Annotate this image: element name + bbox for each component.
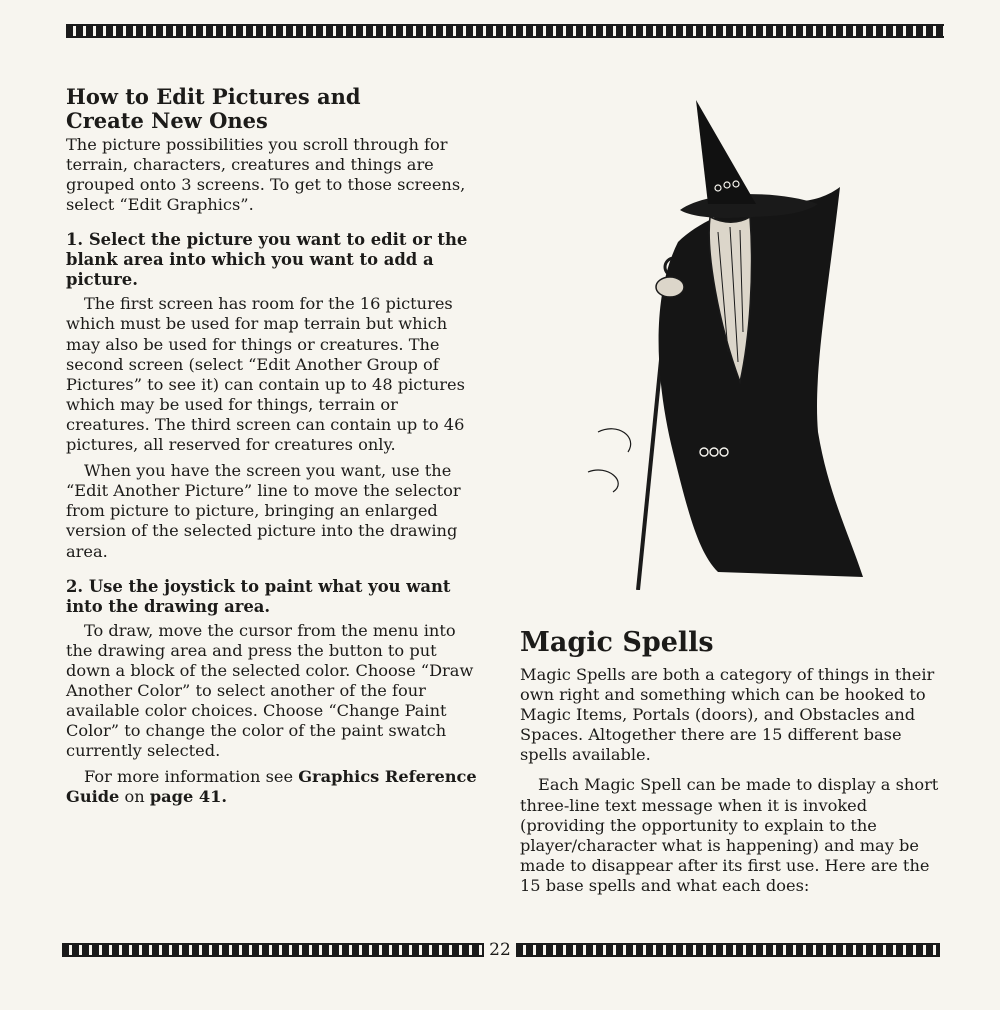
- page-reference: page 41.: [149, 787, 228, 807]
- heading-line-2: Create New Ones: [66, 108, 268, 133]
- step1-paragraph-2: When you have the screen you want, use the “Edit Another Picture” line to move the selector from picture to picture, bringing an enlarged version of the selected picture into the drawing area.: [66, 461, 461, 561]
- magic-paragraph-2: Each Magic Spell can be made to display a short three-line text message when it is invoked (providing the opportunity to explain to the player/character what is happening) and may be made to disappear after its first use. Here are the 15 base spells and what each does:: [520, 775, 939, 895]
- left-column: [66, 85, 486, 807]
- decorative-border-top: [66, 24, 944, 38]
- intro-paragraph: The picture possibilities you scroll through for terrain, characters, creatures and things are grouped onto 3 screens. To get to those screens, select “Edit Graphics”.: [66, 135, 466, 215]
- heading-line-1: How to Edit Pictures and: [66, 84, 361, 109]
- step1-heading: 1. Select the picture you want to edit or the blank area into which you want to add a picture.: [66, 230, 468, 290]
- right-column: [520, 665, 940, 896]
- more-info-connector: on: [119, 787, 150, 807]
- guide-reference: Graphics Reference Guide: [66, 767, 477, 807]
- decorative-border-bottom-right: [516, 943, 940, 957]
- magic-spells-title: Magic Spells: [520, 627, 714, 658]
- step1-paragraph-1: The first screen has room for the 16 pictures which must be used for map terrain but which may also be used for things or creatures. The second screen (select “Edit Another Group of Pictures” to see it) can contain up to 48 pictures which may be used for things, terrain or creatures. The third screen can contain up to 46 pictures, all reserved for creatures only.: [66, 294, 465, 455]
- decorative-border-bottom-left: [62, 943, 484, 957]
- more-info-paragraph: [66, 767, 486, 807]
- more-info-text: For more information see: [84, 767, 299, 787]
- magic-paragraph-1: Magic Spells are both a category of things in their own right and something which can be hooked to Magic Items, Portals (doors), and Obstacles and Spaces. Altogether there are 15 different base spells available.: [520, 665, 935, 765]
- section-heading: [66, 85, 486, 133]
- wizard-illustration: [578, 92, 868, 590]
- step2-heading: 2. Use the joystick to paint what you want into the drawing area.: [66, 576, 451, 616]
- step2-paragraph: To draw, move the cursor from the menu into the drawing area and press the button to put down a block of the selected color. Choose “Draw Another Color” to select another of the four available color choices. Choose “Change Paint Color” to change the color of the paint swatch currently selected.: [66, 620, 474, 761]
- page-number: 22: [489, 940, 511, 960]
